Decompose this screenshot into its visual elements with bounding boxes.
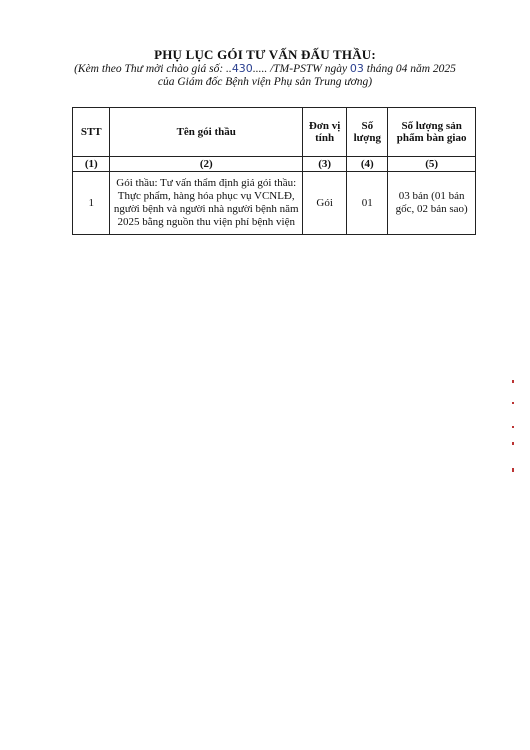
stamp-mark [512,402,514,404]
header-deliverables: Số lượng sản phẩm bàn giao [388,108,476,157]
table-row [73,172,476,235]
day-handwritten: 03 [349,62,364,75]
stamp-mark [512,468,514,472]
appendix-subtitle-line2: của Giám đốc Bệnh viện Phụ sản Trung ương) [157,76,373,88]
row-deliverables: 03 bản (01 bản gốc, 02 bản sao) [388,172,476,235]
row-quantity: 01 [347,172,388,235]
margin-stamp-marks [512,380,518,480]
header-unit: Đơn vị tính [302,108,346,157]
table-header-row [73,108,476,157]
row-unit: Gói [302,172,346,235]
header-quantity: Số lượng [347,108,388,157]
subtitle-prefix: (Kèm theo Thư mời chào giá số: .. [74,63,232,75]
col-num-5: (5) [388,157,476,172]
col-num-2: (2) [110,157,302,172]
appendix-title: PHỤ LỤC GÓI TƯ VẤN ĐẤU THẦU: [154,47,376,62]
col-num-3: (3) [302,157,346,172]
bid-package-table [72,107,476,235]
appendix-subtitle-line1 [0,62,530,75]
stamp-mark [512,380,514,383]
stamp-mark [512,426,514,428]
col-num-4: (4) [347,157,388,172]
letter-number-handwritten: 430 [231,62,253,75]
row-package-name: Gói thầu: Tư vấn thẩm định giá gói thầu: Thực phẩm, hàng hóa phục vụ VCNLĐ, người bệnh và người nhà người bệnh năm 2025 bằng nguồn thu viện phí bệnh viện [110,172,302,235]
header-package-name: Tên gói thầu [110,108,302,157]
col-num-1: (1) [73,157,110,172]
subtitle-suffix: tháng 04 năm 2025 [363,63,456,75]
row-stt: 1 [73,172,110,235]
header-stt: STT [73,108,110,157]
column-number-row [73,157,476,172]
subtitle-middle: ..... /TM-PSTW ngày [252,63,350,75]
stamp-mark [512,442,514,445]
